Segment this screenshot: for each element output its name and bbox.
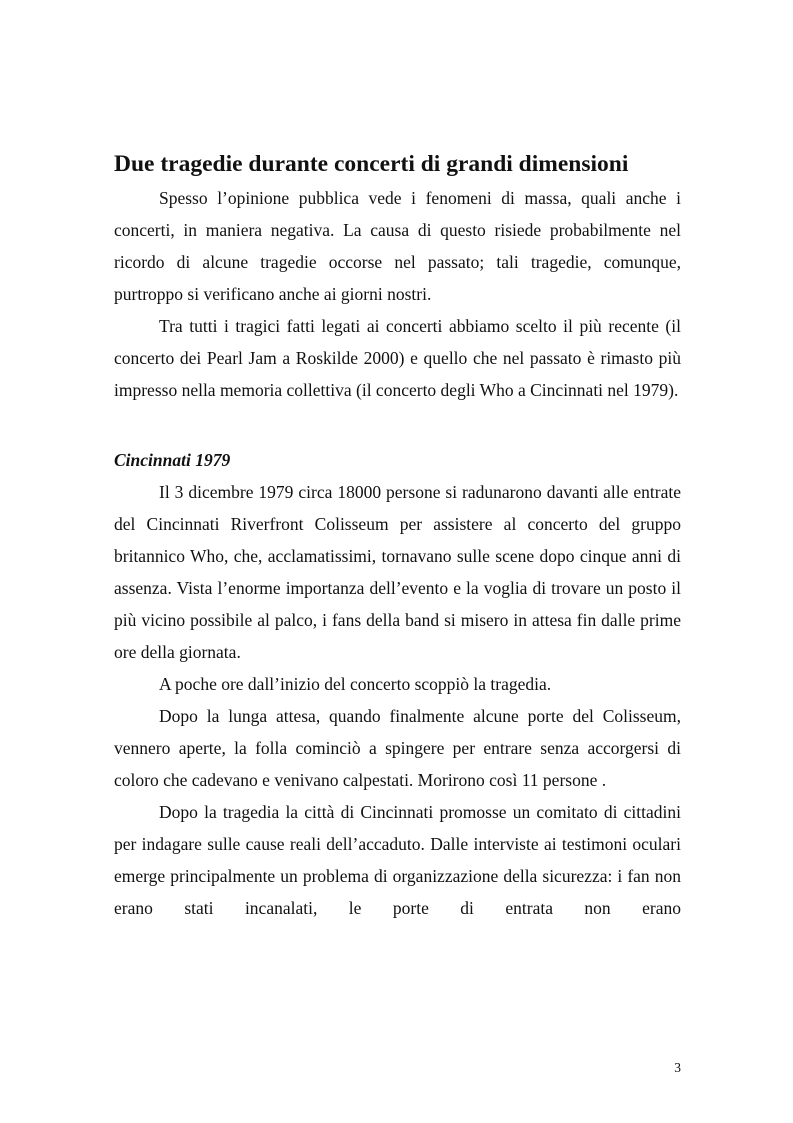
page-number: 3 xyxy=(674,1060,681,1075)
section-paragraph-2: A poche ore dall’inizio del concerto scoppiò la tragedia. xyxy=(159,674,552,694)
section-paragraph-4: Dopo la tragedia la città di Cincinnati promosse un comitato di cittadini per indagare sulle cause reali dell’accaduto. Dalle interviste ai testimoni oculari emerge principalmente un problema di organizzazione della sicurezza: i fan non erano stati incanalati, le porte di entrata non erano xyxy=(114,802,681,918)
section-spacer xyxy=(114,406,681,444)
chapter-heading: Due tragedie durante concerti di grandi dimensioni xyxy=(114,151,629,177)
intro-paragraph-2: Tra tutti i tragici fatti legati ai concerti abbiamo scelto il più recente (il concerto dei Pearl Jam a Roskilde 2000) e quello che nel passato è rimasto più impresso nella memoria collettiva (il concerto degli Who a Cincinnati nel 1979). xyxy=(114,316,681,400)
section-title: Cincinnati 1979 xyxy=(114,450,231,470)
section-paragraph-3: Dopo la lunga attesa, quando finalmente alcune porte del Colisseum, vennero aperte, la folla cominciò a spingere per entrare senza accorgersi di coloro che cadevano e venivano calpestati. Morirono così 11 persone . xyxy=(114,706,681,790)
section-paragraph-1: Il 3 dicembre 1979 circa 18000 persone si radunarono davanti alle entrate del Cincinnati Riverfront Colisseum per assistere al concerto del gruppo britannico Who, che, acclamatissimi, tornavano sulle scene dopo cinque anni di assenza. Vista l’enorme importanza dell’evento e la voglia di trovare un posto il più vicino possibile al palco, i fans della band si misero in attesa fin dalle prime ore della giornata. xyxy=(114,482,681,662)
page-content xyxy=(114,146,681,924)
intro-paragraph-1: Spesso l’opinione pubblica vede i fenomeni di massa, quali anche i concerti, in maniera negativa. La causa di questo risiede probabilmente nel ricordo di alcune tragedie occorse nel passato; tali tragedie, comunque, purtroppo si verificano anche ai giorni nostri. xyxy=(114,188,681,304)
